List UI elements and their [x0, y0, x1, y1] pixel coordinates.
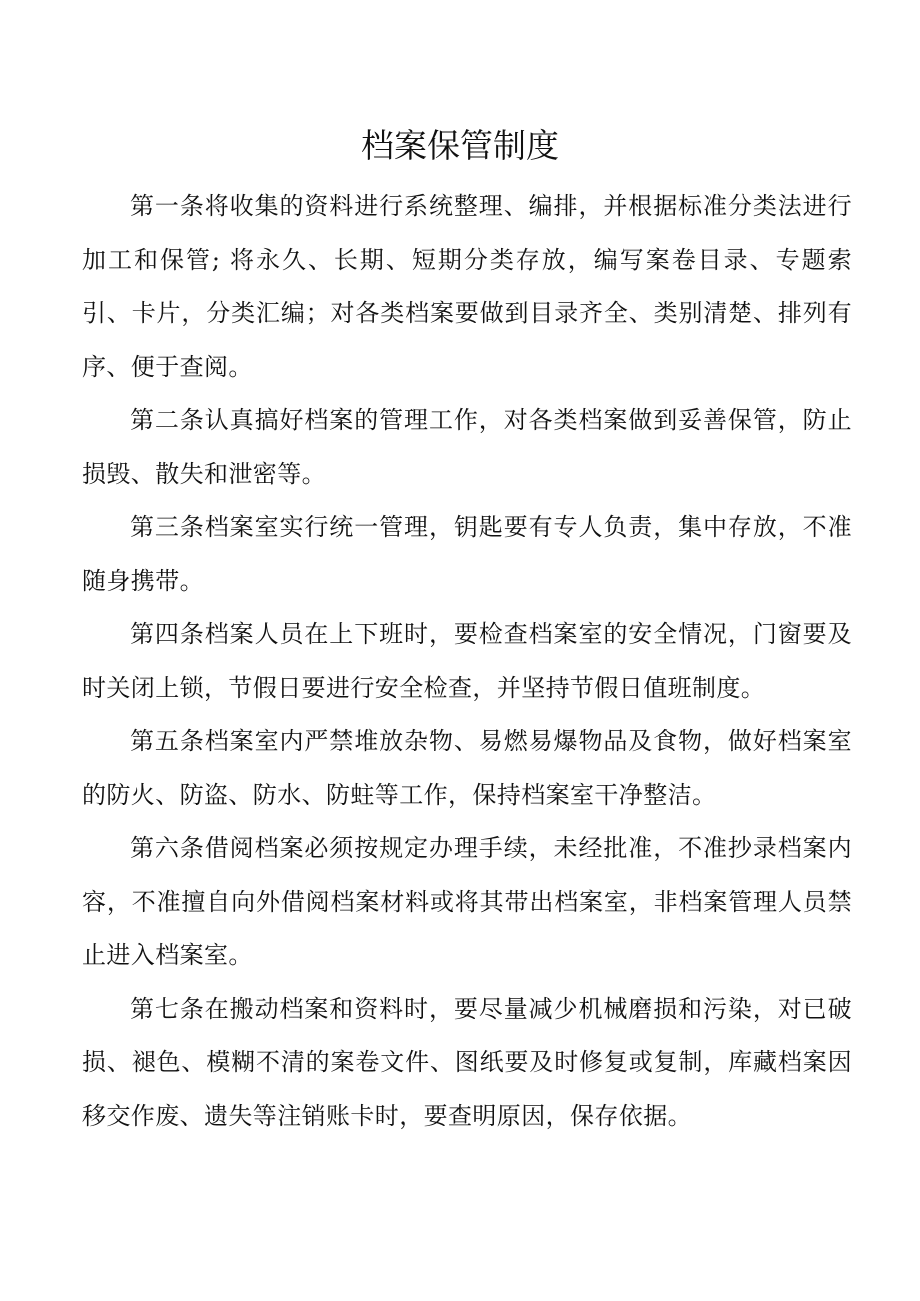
document-body	[82, 180, 852, 1143]
document-title: 档案保管制度	[361, 126, 559, 165]
article-4: 第四条档案人员在上下班时，要检查档案室的安全情况，门窗要及时关闭上锁，节假日要进行安全检查，并坚持节假日值班制度。	[82, 620, 852, 702]
article-1: 第一条将收集的资料进行系统整理、编排，并根据标准分类法进行加工和保管; 将永久、长期、短期分类存放，编写案卷目录、专题索引、卡片，分类汇编；对各类档案要做到目录齐全、类别清楚、排列有序、便于查阅。	[82, 192, 852, 381]
article-2: 第二条认真搞好档案的管理工作，对各类档案做到妥善保管，防止损毁、散失和泄密等。	[82, 406, 852, 488]
article-6: 第六条借阅档案必须按规定办理手续，未经批准，不准抄录档案内容，不准擅自向外借阅档案材料或将其带出档案室，非档案管理人员禁止进入档案室。	[82, 834, 852, 969]
article-3: 第三条档案室实行统一管理，钥匙要有专人负责，集中存放，不准随身携带。	[82, 513, 852, 595]
article-5: 第五条档案室内严禁堆放杂物、易燃易爆物品及食物，做好档案室的防火、防盗、防水、防蛀等工作，保持档案室干净整洁。	[82, 727, 852, 809]
article-7: 第七条在搬动档案和资料时，要尽量减少机械磨损和污染，对已破损、褪色、模糊不清的案卷文件、图纸要及时修复或复制，库藏档案因移交作废、遗失等注销账卡时，要查明原因，保存依据。	[82, 994, 852, 1130]
